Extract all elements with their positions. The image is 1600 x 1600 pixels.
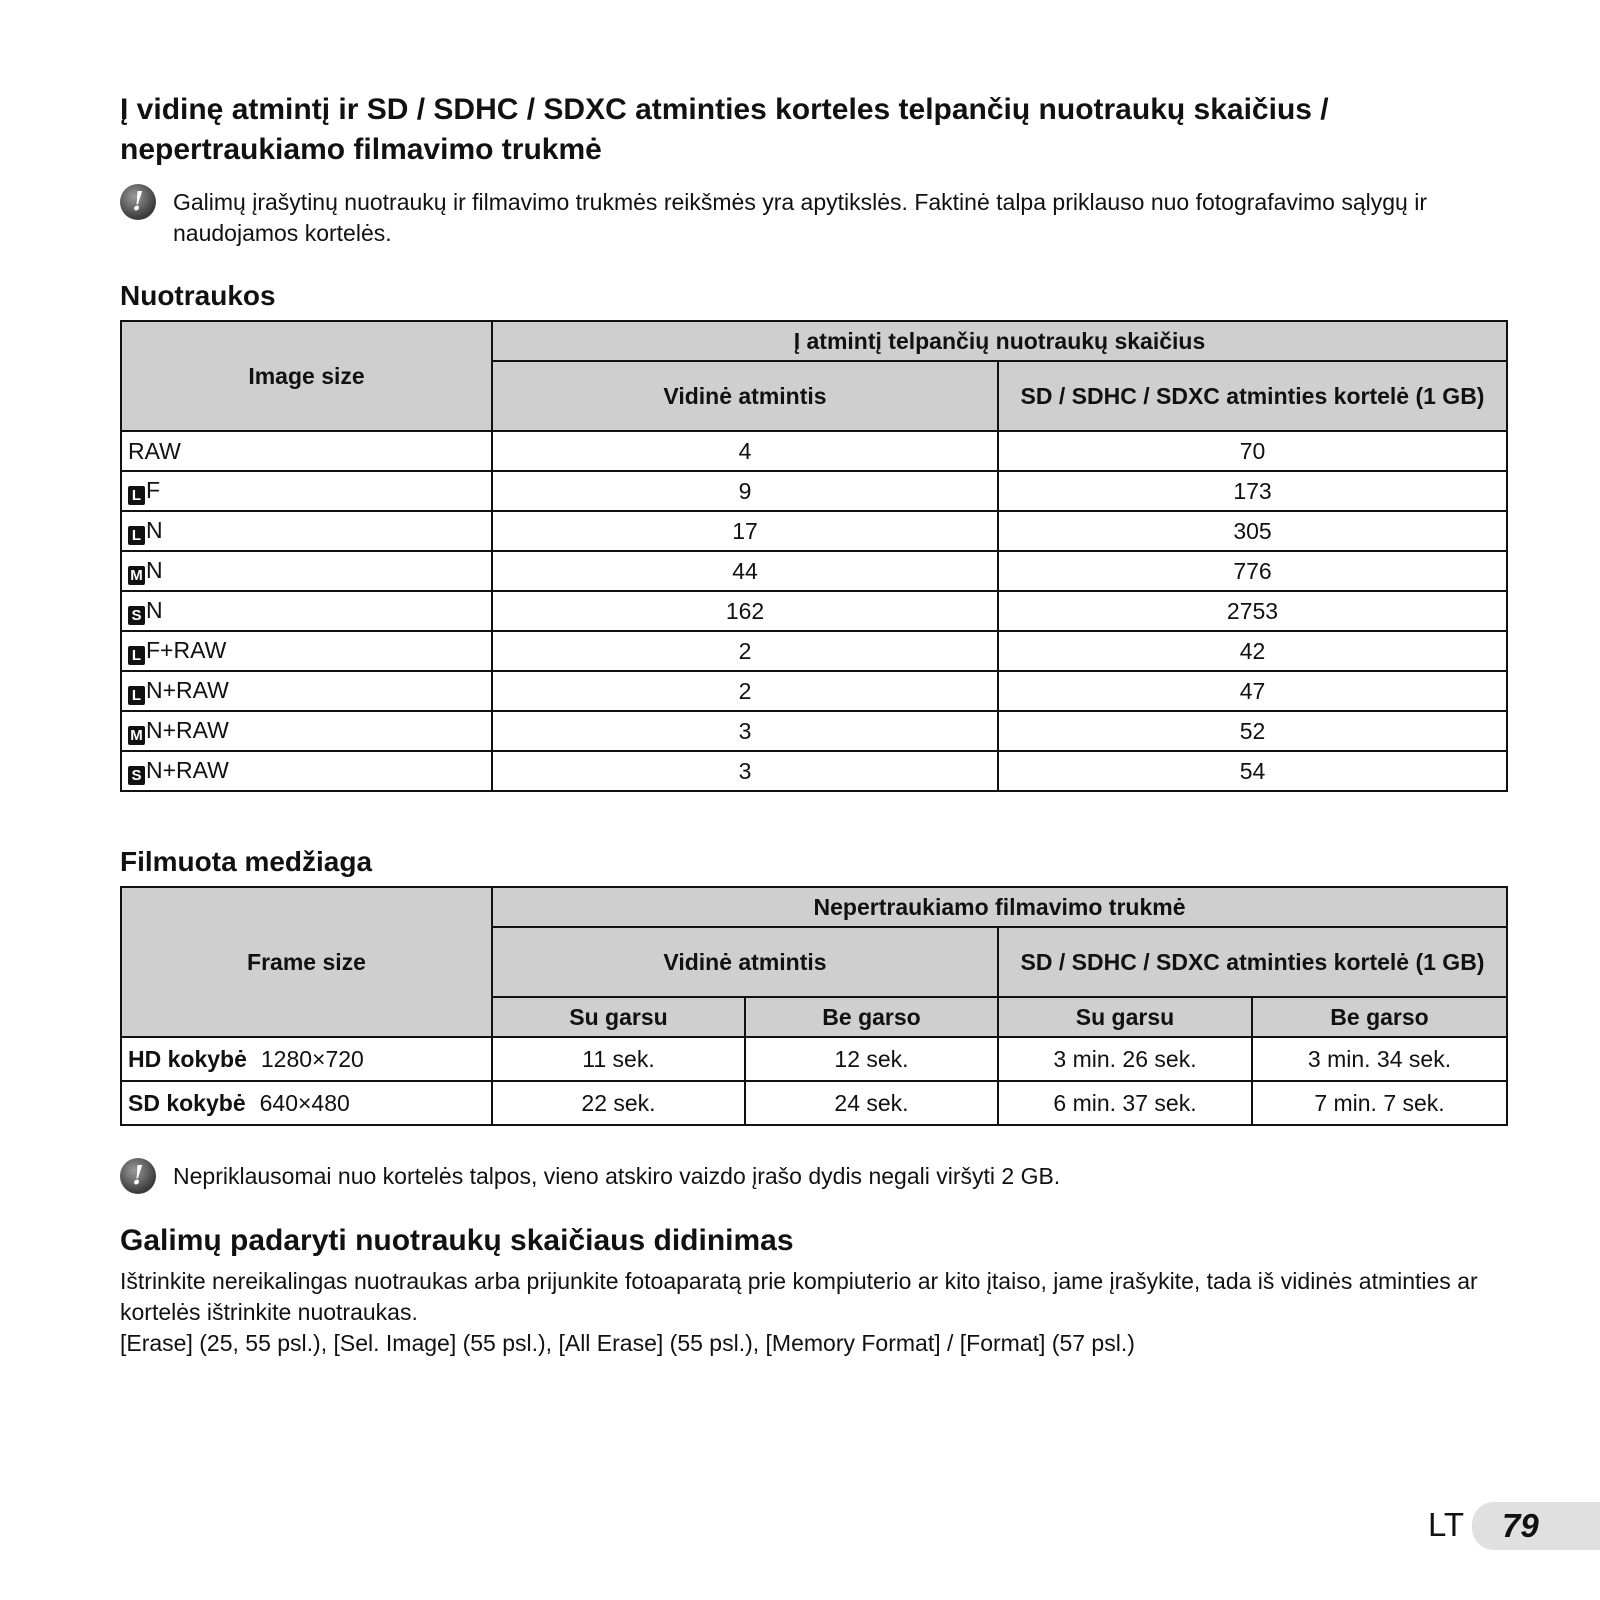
card-count-cell: 173 bbox=[998, 471, 1507, 511]
card-count-cell: 305 bbox=[998, 511, 1507, 551]
photos-heading: Nuotraukos bbox=[120, 280, 276, 311]
resolution-label: 1280×720 bbox=[260, 1046, 364, 1072]
image-size-label: RAW bbox=[128, 438, 181, 464]
col-photo-count: Į atmintį telpančių nuotraukų skaičius bbox=[492, 321, 1507, 361]
card-count-cell: 70 bbox=[998, 431, 1507, 471]
col-image-size: Image size bbox=[121, 321, 492, 431]
page-title: Į vidinę atmintį ir SD / SDHC / SDXC atminties korteles telpančių nuotraukų skaičius / nepertraukiamo filmavimo trukmė bbox=[120, 93, 1329, 166]
language-code: LT bbox=[1428, 1506, 1465, 1543]
card-count-cell: 2753 bbox=[998, 591, 1507, 631]
size-glyph-icon: S bbox=[128, 766, 145, 785]
duration-cell: 11 sek. bbox=[492, 1037, 745, 1081]
exclamation-icon: ! bbox=[120, 1158, 156, 1194]
col-sd-card: SD / SDHC / SDXC atminties kortelė (1 GB) bbox=[998, 361, 1507, 431]
duration-cell: 24 sek. bbox=[745, 1081, 998, 1125]
image-size-cell bbox=[121, 431, 492, 471]
image-size-label: N bbox=[146, 517, 163, 543]
quality-label: HD kokybė bbox=[128, 1046, 247, 1072]
duration-cell: 22 sek. bbox=[492, 1081, 745, 1125]
internal-count-cell: 3 bbox=[492, 751, 998, 791]
size-glyph-icon: L bbox=[128, 646, 145, 665]
increase-refs: [Erase] (25, 55 psl.), [Sel. Image] (55 psl.), [All Erase] (55 psl.), [Memory Format] / [Format] (57 psl.) bbox=[120, 1330, 1135, 1356]
table-row bbox=[121, 551, 1507, 591]
duration-cell: 3 min. 26 sek. bbox=[998, 1037, 1252, 1081]
card-count-cell: 776 bbox=[998, 551, 1507, 591]
duration-cell: 6 min. 37 sek. bbox=[998, 1081, 1252, 1125]
internal-count-cell: 2 bbox=[492, 631, 998, 671]
image-size-label: N+RAW bbox=[146, 717, 229, 743]
table-row bbox=[121, 511, 1507, 551]
file-size-note-text: Nepriklausomai nuo kortelės talpos, vieno atskiro vaizdo įrašo dydis negali viršyti 2 GB. bbox=[173, 1163, 1061, 1189]
internal-count-cell: 9 bbox=[492, 471, 998, 511]
image-size-cell bbox=[121, 671, 492, 711]
frame-size-cell bbox=[121, 1037, 492, 1081]
table-row bbox=[121, 751, 1507, 791]
col-card-without-sound: Be garso bbox=[1252, 997, 1507, 1037]
table-row bbox=[121, 1037, 1507, 1081]
size-glyph-icon: L bbox=[128, 526, 145, 545]
image-size-label: N bbox=[146, 557, 163, 583]
increase-text: Ištrinkite nereikalingas nuotraukas arba prijunkite fotoaparatą prie kompiuterio ar kito įtaiso, jame įrašykite, tada iš vidinės atminties ar kortelės ištrinkite nuotraukas. bbox=[120, 1268, 1478, 1325]
internal-count-cell: 44 bbox=[492, 551, 998, 591]
image-size-cell bbox=[121, 711, 492, 751]
internal-count-cell: 17 bbox=[492, 511, 998, 551]
table-row bbox=[121, 671, 1507, 711]
exclamation-icon: ! bbox=[120, 184, 156, 220]
internal-count-cell: 3 bbox=[492, 711, 998, 751]
col-internal-with-sound: Su garsu bbox=[492, 997, 745, 1037]
col-internal-without-sound: Be garso bbox=[745, 997, 998, 1037]
col-frame-size: Frame size bbox=[121, 887, 492, 1037]
size-glyph-icon: M bbox=[128, 726, 145, 745]
duration-cell: 12 sek. bbox=[745, 1037, 998, 1081]
col-sd-card: SD / SDHC / SDXC atminties kortelė (1 GB) bbox=[998, 927, 1507, 997]
movies-heading: Filmuota medžiaga bbox=[120, 846, 373, 877]
internal-count-cell: 162 bbox=[492, 591, 998, 631]
table-row bbox=[121, 1081, 1507, 1125]
frame-size-cell bbox=[121, 1081, 492, 1125]
table-row bbox=[121, 431, 1507, 471]
image-size-cell bbox=[121, 751, 492, 791]
image-size-cell bbox=[121, 591, 492, 631]
image-size-label: F+RAW bbox=[146, 637, 227, 663]
image-size-label: N bbox=[146, 597, 163, 623]
table-row bbox=[121, 631, 1507, 671]
image-size-label: F bbox=[146, 477, 161, 503]
image-size-cell bbox=[121, 471, 492, 511]
resolution-label: 640×480 bbox=[259, 1090, 350, 1116]
image-size-cell bbox=[121, 511, 492, 551]
movies-table bbox=[120, 886, 1508, 1126]
increase-heading: Galimų padaryti nuotraukų skaičiaus didinimas bbox=[120, 1224, 794, 1257]
duration-cell: 3 min. 34 sek. bbox=[1252, 1037, 1507, 1081]
size-glyph-icon: L bbox=[128, 486, 145, 505]
image-size-label: N+RAW bbox=[146, 677, 229, 703]
caution-note bbox=[120, 184, 1510, 249]
table-row bbox=[121, 591, 1507, 631]
internal-count-cell: 4 bbox=[492, 431, 998, 471]
file-size-note bbox=[120, 1158, 1510, 1192]
size-glyph-icon: M bbox=[128, 566, 145, 585]
size-glyph-icon: L bbox=[128, 686, 145, 705]
col-internal-memory: Vidinė atmintis bbox=[492, 361, 998, 431]
image-size-cell bbox=[121, 631, 492, 671]
card-count-cell: 42 bbox=[998, 631, 1507, 671]
internal-count-cell: 2 bbox=[492, 671, 998, 711]
caution-note-text: Galimų įrašytinų nuotraukų ir filmavimo trukmės reikšmės yra apytikslės. Faktinė talpa priklauso nuo fotografavimo sąlygų ir naudojamos kortelės. bbox=[173, 189, 1427, 246]
col-card-with-sound: Su garsu bbox=[998, 997, 1252, 1037]
card-count-cell: 52 bbox=[998, 711, 1507, 751]
col-recording-time: Nepertraukiamo filmavimo trukmė bbox=[492, 887, 1507, 927]
page-number: 79 bbox=[1472, 1502, 1600, 1550]
col-internal-memory: Vidinė atmintis bbox=[492, 927, 998, 997]
size-glyph-icon: S bbox=[128, 606, 145, 625]
duration-cell: 7 min. 7 sek. bbox=[1252, 1081, 1507, 1125]
photos-table bbox=[120, 320, 1508, 792]
image-size-label: N+RAW bbox=[146, 757, 229, 783]
image-size-cell bbox=[121, 551, 492, 591]
card-count-cell: 54 bbox=[998, 751, 1507, 791]
table-row bbox=[121, 471, 1507, 511]
card-count-cell: 47 bbox=[998, 671, 1507, 711]
table-row bbox=[121, 711, 1507, 751]
quality-label: SD kokybė bbox=[128, 1090, 246, 1116]
